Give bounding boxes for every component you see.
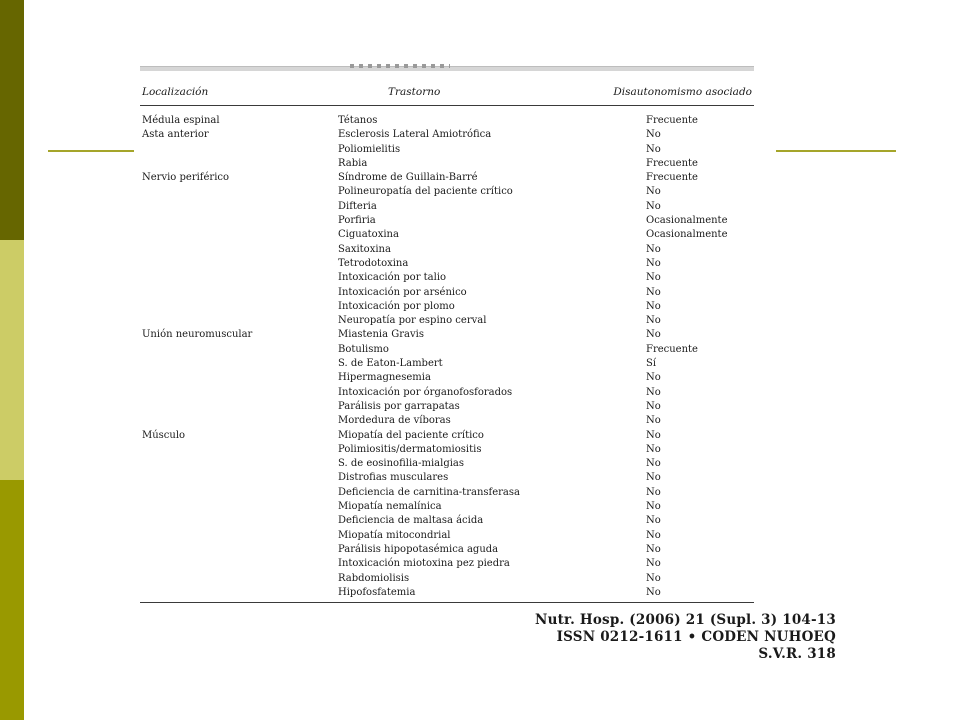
table-row bbox=[140, 286, 754, 300]
cell-dysautonomia: No bbox=[646, 243, 661, 255]
cell-disorder: Tétanos bbox=[338, 115, 378, 126]
decor-stripe-light bbox=[0, 240, 24, 480]
cell-disorder: Polineuropatía del paciente crítico bbox=[338, 186, 513, 198]
accent-line-left bbox=[48, 150, 134, 152]
cell-dysautonomia: No bbox=[646, 400, 661, 412]
cell-disorder: Saxitoxina bbox=[338, 243, 391, 255]
cell-disorder: Rabia bbox=[338, 157, 368, 169]
table-row bbox=[140, 572, 754, 586]
cell-disorder: Intoxicación por talio bbox=[338, 272, 447, 284]
cell-disorder: Polimiositis/dermatomiositis bbox=[338, 443, 482, 455]
table-row bbox=[140, 414, 754, 428]
table-row bbox=[140, 343, 754, 357]
table-row bbox=[140, 243, 754, 257]
cell-disorder: Mordedura de víboras bbox=[338, 415, 451, 427]
table-row bbox=[140, 429, 754, 443]
cell-location: Unión neuromuscular bbox=[142, 329, 253, 341]
cell-disorder: Hipermagnesemia bbox=[338, 372, 431, 384]
table-row bbox=[140, 471, 754, 485]
table-row bbox=[140, 400, 754, 414]
table-bottom-rule bbox=[140, 602, 754, 603]
disorder-table bbox=[140, 66, 754, 603]
cell-disorder: Intoxicación miotoxina pez piedra bbox=[338, 558, 510, 570]
cell-dysautonomia: No bbox=[646, 186, 661, 198]
table-row bbox=[140, 185, 754, 199]
header-disorder: Trastorno bbox=[388, 86, 441, 98]
cell-disorder: Síndrome de Guillain-Barré bbox=[338, 172, 478, 184]
cell-dysautonomia: No bbox=[646, 472, 661, 484]
cell-disorder: Botulismo bbox=[338, 343, 389, 355]
cell-dysautonomia: No bbox=[646, 257, 661, 269]
cell-dysautonomia: No bbox=[646, 572, 661, 584]
cell-disorder: Poliomielitis bbox=[338, 143, 401, 155]
cell-disorder: S. de eosinofilia-mialgias bbox=[338, 458, 465, 470]
table-row bbox=[140, 143, 754, 157]
cell-disorder: Intoxicación por plomo bbox=[338, 300, 455, 312]
cell-dysautonomia: No bbox=[646, 586, 661, 598]
cell-dysautonomia: No bbox=[646, 143, 661, 155]
table-row bbox=[140, 529, 754, 543]
table-row bbox=[140, 543, 754, 557]
cell-dysautonomia: No bbox=[646, 515, 661, 527]
cell-disorder: Miopatía mitocondrial bbox=[338, 529, 451, 541]
cell-disorder: Intoxicación por arsénico bbox=[338, 286, 467, 298]
header-dysautonomia: Disautonomismo asociado bbox=[613, 86, 752, 98]
table-row bbox=[140, 228, 754, 242]
table-row bbox=[140, 114, 754, 128]
table-header bbox=[140, 79, 754, 105]
cell-disorder: Rabdomiolisis bbox=[338, 572, 410, 584]
cell-dysautonomia: No bbox=[646, 458, 661, 470]
cell-disorder: Parálisis por garrapatas bbox=[338, 400, 460, 412]
cell-dysautonomia: No bbox=[646, 200, 661, 212]
cell-dysautonomia: No bbox=[646, 286, 661, 298]
cell-disorder: Intoxicación por órganofosforados bbox=[338, 386, 513, 398]
cell-disorder: Neuropatía por espino cerval bbox=[338, 315, 487, 327]
table-row bbox=[140, 200, 754, 214]
cell-disorder: Miopatía nemalínica bbox=[338, 501, 442, 513]
cell-dysautonomia: No bbox=[646, 543, 661, 555]
citation-line-1: Nutr. Hosp. (2006) 21 (Supl. 3) 104-13 bbox=[535, 612, 836, 628]
cell-dysautonomia: No bbox=[646, 443, 661, 455]
cell-disorder: Tetrodotoxina bbox=[338, 257, 409, 269]
table-row bbox=[140, 586, 754, 600]
accent-line-right bbox=[776, 150, 896, 152]
cell-disorder: Parálisis hipopotasémica aguda bbox=[338, 543, 499, 555]
cell-location: Asta anterior bbox=[142, 129, 209, 141]
header-location: Localización bbox=[142, 86, 209, 98]
cell-dysautonomia: No bbox=[646, 129, 661, 141]
cell-dysautonomia: Frecuente bbox=[646, 172, 698, 184]
cell-dysautonomia: No bbox=[646, 315, 661, 327]
cell-dysautonomia: No bbox=[646, 386, 661, 398]
citation-line-2: ISSN 0212-1611 • CODEN NUHOEQ bbox=[556, 629, 836, 645]
cell-location: Nervio periférico bbox=[142, 172, 230, 184]
table-row bbox=[140, 314, 754, 328]
table-row bbox=[140, 171, 754, 185]
cell-dysautonomia: No bbox=[646, 372, 661, 384]
cell-disorder: Distrofias musculares bbox=[338, 472, 449, 484]
cell-dysautonomia: No bbox=[646, 429, 661, 441]
table-body bbox=[140, 114, 754, 600]
cell-dysautonomia: No bbox=[646, 529, 661, 541]
cell-disorder: Difteria bbox=[338, 200, 377, 212]
cell-location: Médula espinal bbox=[142, 115, 220, 126]
cell-disorder: Esclerosis Lateral Amiotrófica bbox=[338, 129, 492, 141]
cell-location: Músculo bbox=[142, 429, 186, 441]
decor-stripe-mid bbox=[0, 480, 24, 720]
table-row bbox=[140, 357, 754, 371]
table-row bbox=[140, 514, 754, 528]
cell-disorder: Miastenia Gravis bbox=[338, 329, 424, 341]
cell-dysautonomia: Frecuente bbox=[646, 343, 698, 355]
cell-disorder: Hipofosfatemia bbox=[338, 586, 416, 598]
table-row bbox=[140, 500, 754, 514]
cell-dysautonomia: Ocasionalmente bbox=[646, 215, 728, 227]
table-row bbox=[140, 157, 754, 171]
table-row bbox=[140, 486, 754, 500]
table-row bbox=[140, 257, 754, 271]
citation-line-3: S.V.R. 318 bbox=[758, 646, 836, 662]
table-row bbox=[140, 214, 754, 228]
cell-dysautonomia: Frecuente bbox=[646, 115, 698, 126]
table-row bbox=[140, 557, 754, 571]
table-row bbox=[140, 457, 754, 471]
cell-disorder: Porfiria bbox=[338, 215, 376, 227]
cell-dysautonomia: No bbox=[646, 486, 661, 498]
decor-stripe-dark bbox=[0, 0, 24, 240]
cell-disorder: S. de Eaton-Lambert bbox=[338, 358, 443, 370]
cell-dysautonomia: No bbox=[646, 300, 661, 312]
cell-dysautonomia: No bbox=[646, 415, 661, 427]
cell-disorder: Ciguatoxina bbox=[338, 229, 399, 241]
cell-disorder: Miopatía del paciente crítico bbox=[338, 429, 484, 441]
cell-dysautonomia: No bbox=[646, 501, 661, 513]
cell-dysautonomia: Ocasionalmente bbox=[646, 229, 728, 241]
journal-citation bbox=[535, 612, 836, 663]
cell-disorder: Deficiencia de carnitina-transferasa bbox=[338, 486, 520, 498]
cell-disorder: Deficiencia de maltasa ácida bbox=[338, 515, 484, 527]
cell-dysautonomia: No bbox=[646, 558, 661, 570]
header-rule bbox=[140, 105, 754, 106]
cropped-caption-remnant bbox=[350, 64, 450, 68]
cell-dysautonomia: No bbox=[646, 272, 661, 284]
table-row bbox=[140, 443, 754, 457]
table-row bbox=[140, 371, 754, 385]
table-row bbox=[140, 386, 754, 400]
table-row bbox=[140, 271, 754, 285]
table-row bbox=[140, 328, 754, 342]
cell-dysautonomia: Sí bbox=[646, 358, 657, 370]
cell-dysautonomia: Frecuente bbox=[646, 157, 698, 169]
table-row bbox=[140, 300, 754, 314]
table-row bbox=[140, 128, 754, 142]
cell-dysautonomia: No bbox=[646, 329, 661, 341]
